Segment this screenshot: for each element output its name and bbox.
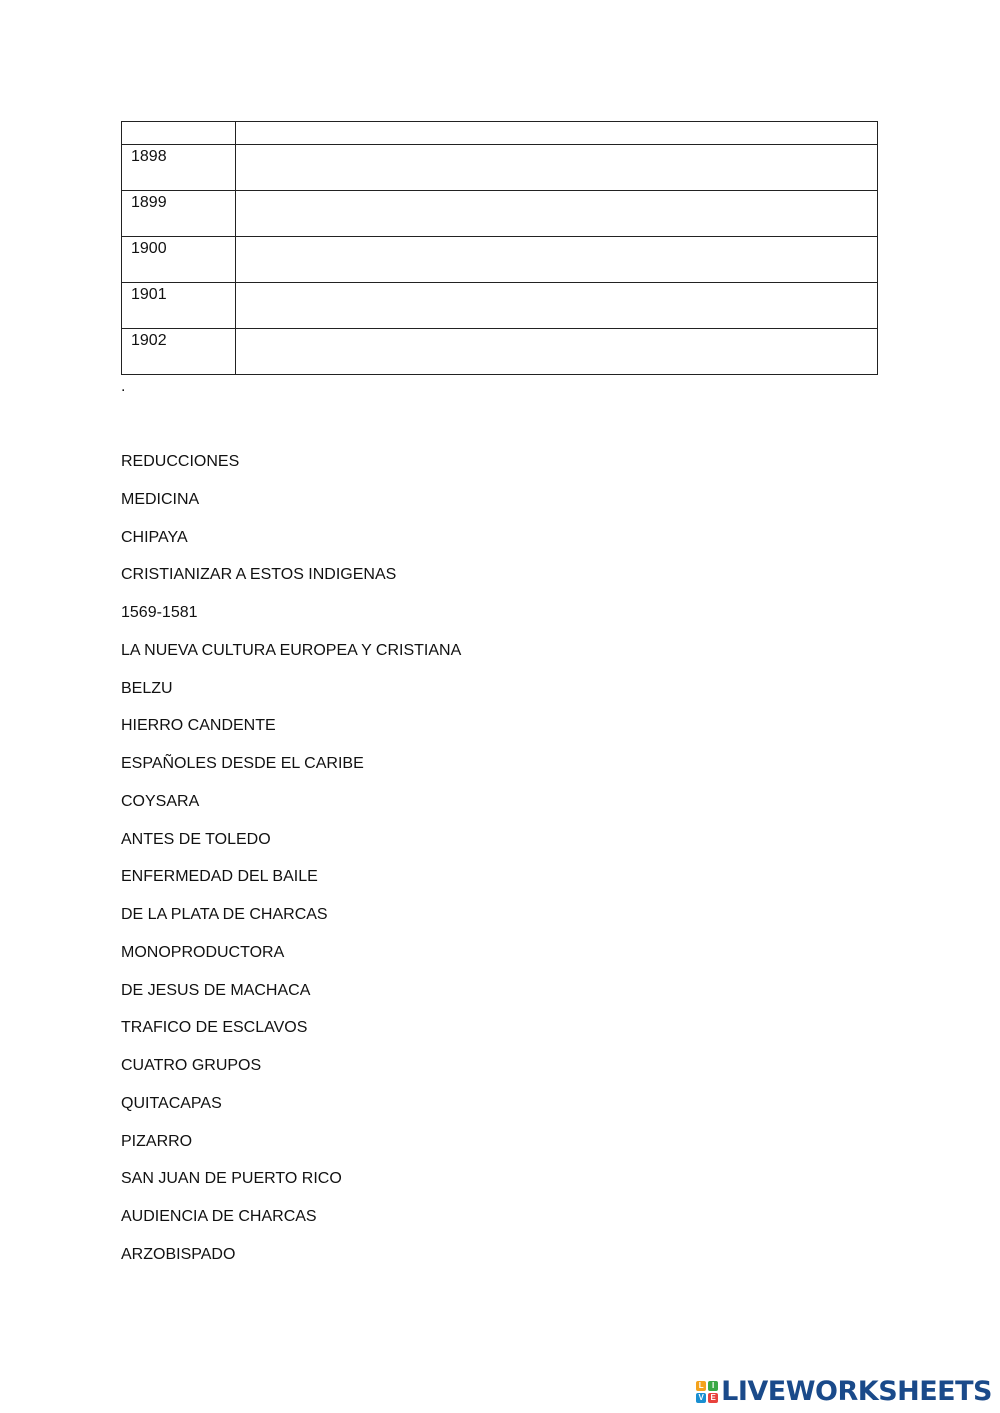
list-item[interactable]: AUDIENCIA DE CHARCAS [121, 1208, 317, 1225]
list-item[interactable]: CHIPAYA [121, 528, 188, 546]
list-item[interactable]: ANTES DE TOLEDO [121, 830, 271, 848]
list-item[interactable]: SAN JUAN DE PUERTO RICO [121, 1170, 342, 1188]
brand-watermark [696, 1376, 992, 1407]
list-item[interactable]: MEDICINA [121, 490, 200, 508]
event-cell[interactable] [236, 329, 878, 375]
table-header-row [122, 122, 878, 145]
list-item[interactable]: ENFERMEDAD DEL BAILE [121, 868, 318, 886]
liveworksheets-logo-icon [696, 1381, 718, 1403]
year-cell: 1899 [122, 191, 236, 237]
year-cell: 1898 [122, 145, 236, 191]
list-item[interactable]: BELZU [121, 679, 173, 697]
table-row [122, 283, 878, 329]
list-item[interactable]: TRAFICO DE ESCLAVOS [121, 1019, 308, 1037]
word-bank-list [121, 451, 461, 1282]
year-cell: 1902 [122, 329, 236, 375]
logo-tile: E [708, 1393, 718, 1403]
event-cell[interactable] [236, 237, 878, 283]
logo-tile: I [708, 1381, 718, 1391]
year-cell: 1900 [122, 237, 236, 283]
brand-name: LIVEWORKSHEETS [721, 1376, 992, 1407]
list-item[interactable]: 1569-1581 [121, 604, 198, 621]
table-row [122, 237, 878, 283]
list-item[interactable]: QUITACAPAS [121, 1094, 222, 1112]
list-item[interactable]: CUATRO GRUPOS [121, 1057, 262, 1074]
separator-dot: . [121, 378, 126, 395]
list-item[interactable]: LA NUEVA CULTURA EUROPEA Y CRISTIANA [121, 641, 462, 659]
list-item[interactable]: PIZARRO [121, 1132, 193, 1150]
list-item[interactable]: CRISTIANIZAR A ESTOS INDIGENAS [121, 566, 397, 584]
timeline-table [121, 121, 878, 375]
logo-tile: L [696, 1381, 706, 1391]
logo-tile: V [696, 1393, 706, 1403]
table-row [122, 145, 878, 191]
event-cell[interactable] [236, 283, 878, 329]
event-cell[interactable] [236, 191, 878, 237]
header-cell-year [122, 122, 236, 145]
list-item[interactable]: COYSARA [121, 792, 200, 810]
list-item[interactable]: DE JESUS DE MACHACA [121, 981, 311, 999]
table-row [122, 329, 878, 375]
list-item[interactable]: REDUCCIONES [121, 453, 240, 470]
header-cell-event [236, 122, 878, 145]
table-row [122, 191, 878, 237]
list-item[interactable]: HIERRO CANDENTE [121, 717, 276, 735]
list-item[interactable]: MONOPRODUCTORA [121, 943, 285, 961]
list-item[interactable]: DE LA PLATA DE CHARCAS [121, 906, 328, 923]
list-item[interactable]: ARZOBISPADO [121, 1245, 236, 1263]
year-cell: 1901 [122, 283, 236, 329]
event-cell[interactable] [236, 145, 878, 191]
list-item[interactable]: ESPAÑOLES DESDE EL CARIBE [121, 755, 364, 772]
